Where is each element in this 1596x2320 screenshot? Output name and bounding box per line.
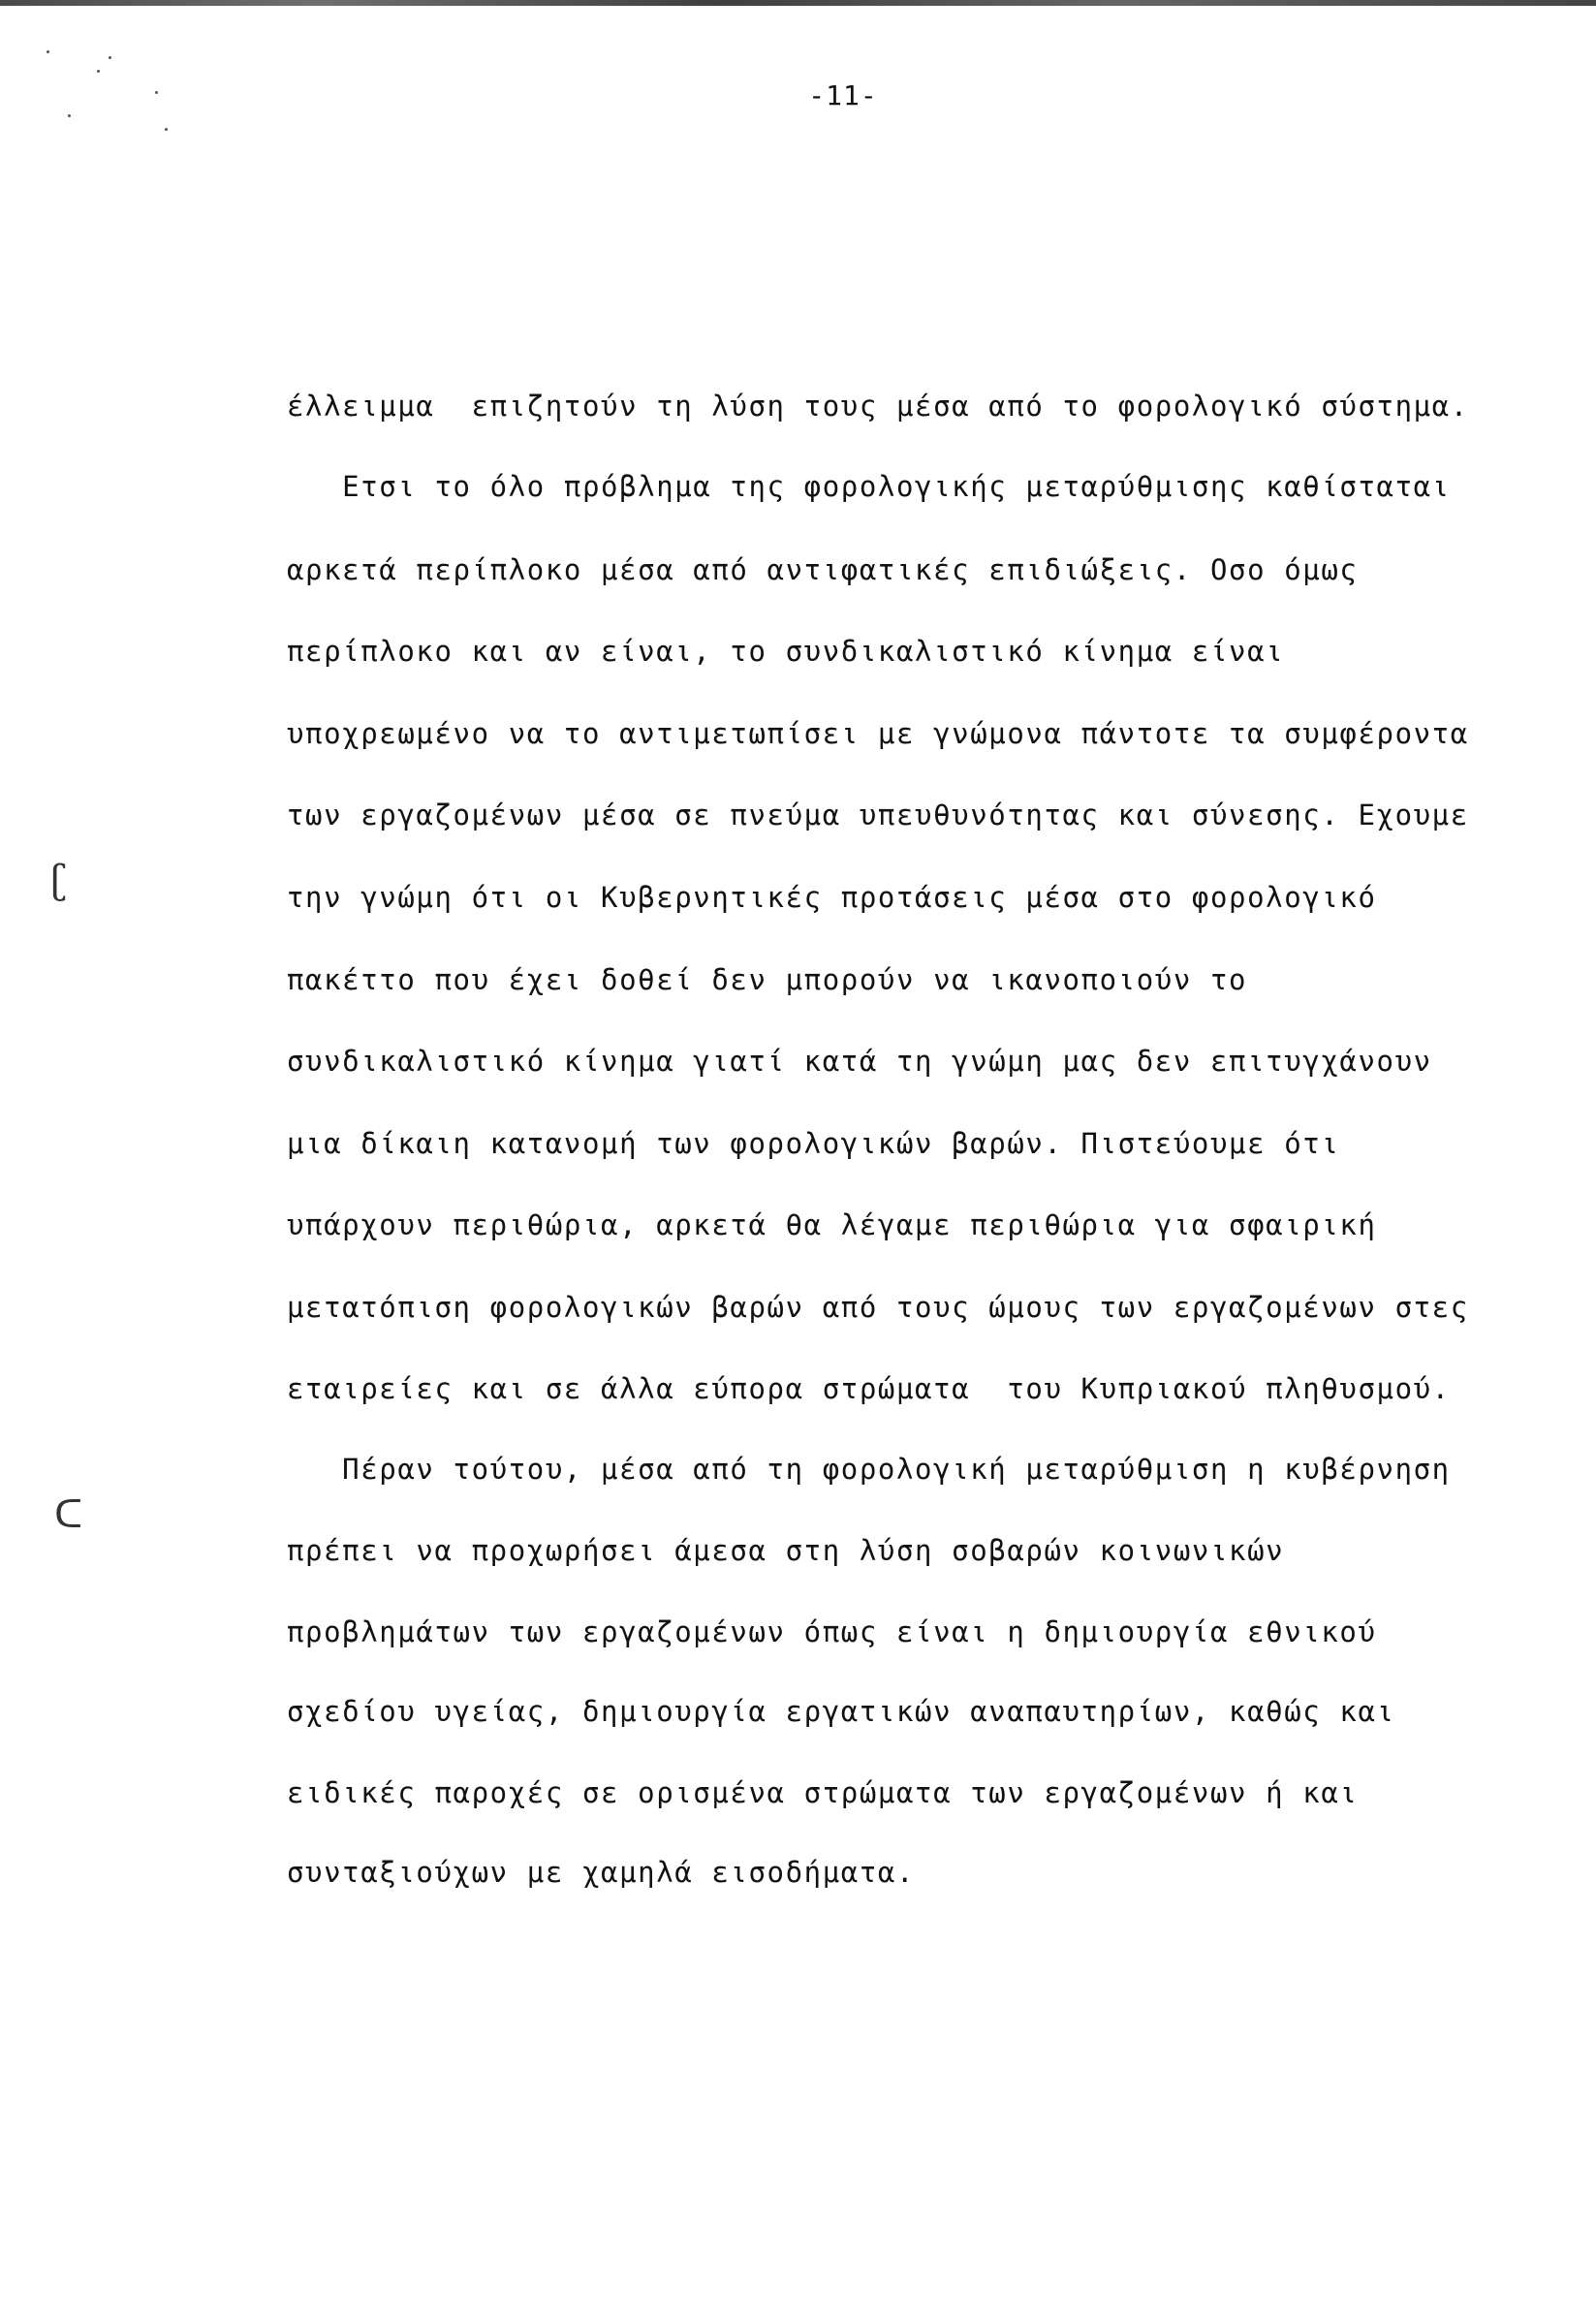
text-line: ειδικές παροχές σε ορισμένα στρώματα των εργαζομένων ή και [287, 1776, 1359, 1809]
text-line: αρκετά περίπλοκο μέσα από αντιφατικές επιδιώξεις. Οσο όμως [287, 553, 1359, 586]
scan-speck [68, 114, 71, 117]
page-number: -11- [808, 79, 878, 111]
text-line: έλλειμμα επιζητούν τη λύση τους μέσα από το φορολογικό σύστημα. [287, 390, 1469, 423]
scan-speck [47, 50, 49, 53]
text-line: συνταξιούχων με χαμηλά εισοδήματα. [287, 1856, 916, 1889]
text-line: περίπλοκο και αν είναι, το συνδικαλιστικό κίνημα είναι [287, 635, 1285, 668]
text-line: υποχρεωμένο να το αντιμετωπίσει με γνώμονα πάντοτε τα συμφέροντα [287, 717, 1469, 750]
text-line: υπάρχουν περιθώρια, αρκετά θα λέγαμε περιθώρια για σφαιρική [287, 1208, 1377, 1241]
text-line: Πέραν τούτου, μέσα από τη φορολογική μεταρύθμιση η κυβέρνηση [287, 1453, 1451, 1486]
margin-hole-mark: ᑕ [54, 1492, 83, 1537]
text-line: μετατόπιση φορολογικών βαρών από τους ώμους των εργαζομένων στες [287, 1291, 1469, 1324]
text-line: μια δίκαιη κατανομή των φορολογικών βαρών. Πιστεύουμε ότι [287, 1127, 1340, 1160]
text-line: την γνώμη ότι οι Κυβερνητικές προτάσεις μέσα στο φορολογικό [287, 881, 1377, 914]
scan-speck [97, 70, 100, 73]
text-line: πακέττο που έχει δοθεί δεν μπορούν να ικανοποιούν το [287, 963, 1248, 996]
margin-hole-mark: ʗ [50, 858, 67, 902]
scan-speck [165, 128, 168, 131]
text-line: συνδικαλιστικό κίνημα γιατί κατά τη γνώμη μας δεν επιτυγχάνουν [287, 1045, 1432, 1078]
text-line: πρέπει να προχωρήσει άμεσα στη λύση σοβαρών κοινωνικών [287, 1534, 1285, 1567]
text-line: Ετσι το όλο πρόβλημα της φορολογικής μεταρύθμισης καθίσταται [287, 470, 1451, 503]
text-line: προβλημάτων των εργαζομένων όπως είναι η δημιουργία εθνικού [287, 1615, 1377, 1648]
text-line: των εργαζομένων μέσα σε πνεύμα υπευθυνότητας και σύνεσης. Εχουμε [287, 799, 1469, 831]
text-line: σχεδίου υγείας, δημιουργία εργατικών αναπαυτηρίων, καθώς και [287, 1695, 1395, 1728]
page-top-edge [0, 0, 1596, 6]
scan-speck [109, 56, 111, 59]
text-line: εταιρείες και σε άλλα εύπορα στρώματα του Κυπριακού πληθυσμού. [287, 1372, 1451, 1405]
